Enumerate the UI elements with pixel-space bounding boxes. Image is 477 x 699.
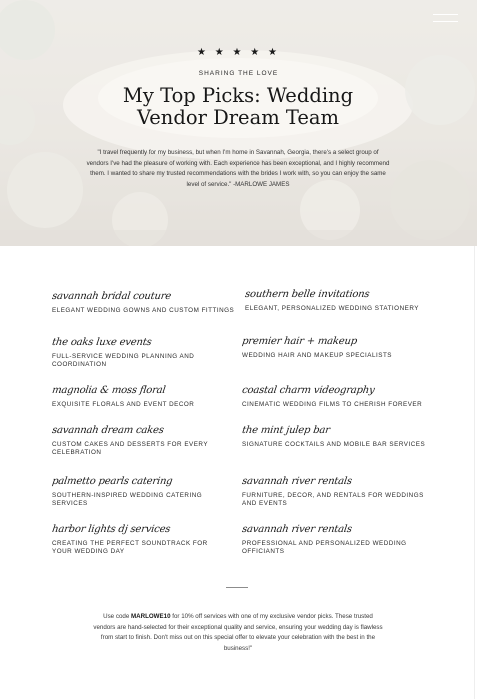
vendor-description: ELEGANT, PERSONALIZED WEDDING STATIONERY <box>245 305 419 312</box>
vendor-item <box>52 476 217 508</box>
vendor-name[interactable]: palmetto pearls catering <box>51 476 174 487</box>
vendor-name[interactable]: premier hair + makeup <box>241 336 358 347</box>
vendor-description: CUSTOM CAKES AND DESSERTS FOR EVERY CELEBRATION <box>52 441 208 456</box>
testimonial-quote: "I travel frequently for my business, but when I'm home in Savannah, Georgia, there's a select group of vendors I've had the pleasure of working with. Each experience has been exceptional, and I highly recommend them. I wanted to share my trusted recommendations with the brides I work with, so you can enjoy the same level of service." -MARLOWE JAMES <box>86 149 390 188</box>
vendor-description: FURNITURE, DECOR, AND RENTALS FOR WEDDINGS AND EVENTS <box>242 492 424 507</box>
vendor-description: WEDDING HAIR AND MAKEUP SPECIALISTS <box>242 352 392 359</box>
vendor-item <box>242 476 434 508</box>
promo-prefix: Use code <box>103 613 131 620</box>
vendor-item <box>242 336 432 360</box>
vendor-item <box>245 289 435 313</box>
vendor-item <box>242 524 422 556</box>
vendor-name[interactable]: the mint julep bar <box>241 425 331 436</box>
vendor-name[interactable]: coastal charm videography <box>241 385 376 396</box>
section-eyebrow: SHARING THE LOVE <box>198 70 279 77</box>
promo-code: MARLOWE10 <box>130 613 171 620</box>
vendor-description: FULL-SERVICE WEDDING PLANNING AND COORDINATION <box>52 353 195 368</box>
vendor-item <box>242 425 432 449</box>
vendor-description: PROFESSIONAL AND PERSONALIZED WEDDING OFFICIANTS <box>242 540 407 555</box>
vendor-description: EXQUISITE FLORALS AND EVENT DECOR <box>52 401 195 408</box>
star-rating: ★ ★ ★ ★ ★ <box>197 47 280 58</box>
vendor-description: CREATING THE PERFECT SOUNDTRACK FOR YOUR WEDDING DAY <box>52 540 208 555</box>
vendor-name[interactable]: savannah river rentals <box>241 524 353 535</box>
vendor-item <box>52 385 242 409</box>
vendor-item <box>242 385 432 409</box>
vendor-description: SIGNATURE COCKTAILS AND MOBILE BAR SERVICES <box>242 441 426 448</box>
vendor-name[interactable]: harbor lights dj services <box>51 524 171 535</box>
vendor-description: SOUTHERN-INSPIRED WEDDING CATERING SERVICES <box>52 492 203 507</box>
hero-section <box>0 0 477 246</box>
vendor-name[interactable]: savannah bridal couture <box>51 291 172 302</box>
vendor-item <box>52 337 217 369</box>
vendor-item <box>52 291 242 315</box>
hamburger-menu-icon[interactable] <box>433 14 458 26</box>
vendor-name[interactable]: the oaks luxe events <box>51 337 153 348</box>
page-title: My Top Picks: Wedding Vendor Dream Team <box>122 84 354 129</box>
page-edge-divider <box>474 246 475 699</box>
vendor-name[interactable]: magnolia & moss floral <box>51 385 167 396</box>
vendor-description: ELEGANT WEDDING GOWNS AND CUSTOM FITTINGS <box>52 307 235 314</box>
vendor-name[interactable]: southern belle invitations <box>244 289 371 300</box>
vendor-item <box>52 425 217 457</box>
vendor-item <box>52 524 217 556</box>
vendor-name[interactable]: savannah dream cakes <box>51 425 165 436</box>
section-divider <box>226 587 248 588</box>
promo-text <box>92 612 384 654</box>
vendor-name[interactable]: savannah river rentals <box>241 476 353 487</box>
vendor-description: CINEMATIC WEDDING FILMS TO CHERISH FOREVER <box>242 401 423 408</box>
promo-suffix: for 10% off services with one of my exclusive vendor picks. These trusted vendors are hand-selected for their exceptional quality and service, ensuring your wedding day is flawless from start to finish. Don't miss out on this special offer to elevate your celebration with the best in the business!" <box>93 613 383 652</box>
